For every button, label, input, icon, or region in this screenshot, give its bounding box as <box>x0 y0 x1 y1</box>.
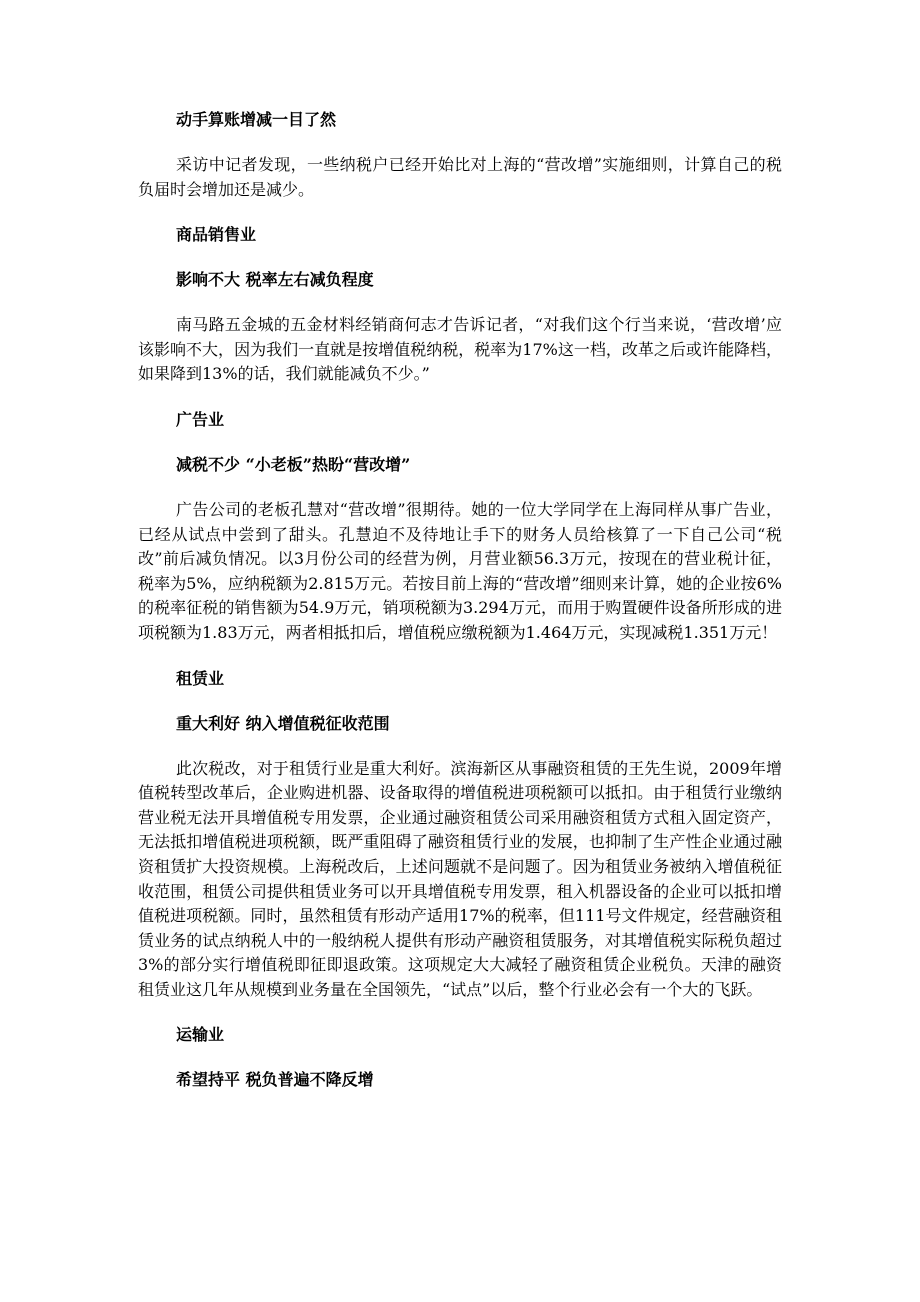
industry-heading: 广告业 <box>176 409 225 429</box>
industry-heading: 租赁业 <box>176 668 225 688</box>
body-paragraph: 采访中记者发现，一些纳税户已经开始比对上海的“营改增”实施细则，计算自己的税负届时会增加还是减少。 <box>138 155 782 199</box>
document-page <box>138 108 782 1113</box>
section-heading: 动手算账增减一目了然 <box>176 110 337 129</box>
subsection-heading: 减税不少 “小老板”热盼“营改增” <box>176 454 411 474</box>
body-paragraph: 此次税改，对于租赁行业是重大利好。滨海新区从事融资租赁的王先生说，2009年增值税转型改革后，企业购进机器、设备取得的增值税进项税额可以抵扣。由于租赁行业缴纳营业税无法开具增值税专用发票，企业通过融资租赁公司采用融资租赁方式租入固定资产，无法抵扣增值税进项税额，既严重阻碍了融资租赁行业的发展，也抑制了生产性企业通过融资租赁扩大投资规模。上海税改后，上述问题就不是问题了。因为租赁业务被纳入增值税征收范围，租赁公司提供租赁业务可以开具增值税专用发票，租入机器设备的企业可以抵扣增值税进项税额。同时，虽然租赁有形动产适用17%的税率，但111号文件规定，经营融资租赁业务的试点纳税人中的一般纳税人提供有形动产融资租赁服务，对其增值税实际税负超过3%的部分实行增值税即征即退政策。这项规定大大减轻了融资租赁企业税负。天津的融资租赁业这几年从规模到业务量在全国领先，“试点”以后，整个行业必会有一个大的飞跃。 <box>138 758 782 999</box>
subsection-heading: 希望持平 税负普遍不降反增 <box>176 1070 374 1090</box>
industry-heading: 运输业 <box>176 1025 225 1045</box>
body-paragraph: 广告公司的老板孔慧对“营改增”很期待。她的一位大学同学在上海同样从事广告业，已经从试点中尝到了甜头。孔慧迫不及待地让手下的财务人员给核算了一下自己公司“税改”前后减负情况。以3月份公司的经营为例，月营业额56.3万元，按现在的营业税计征，税率为5%，应纳税额为2.815万元。若按目前上海的“营改增”细则来计算，她的企业按6%的税率征税的销售额为54.9万元，销项税额为3.294万元，而用于购置硬件设备所形成的进项税额为1.83万元，两者相抵扣后，增值税应缴税额为1.464万元，实现减税1.351万元！ <box>138 499 782 642</box>
subsection-heading: 影响不大 税率左右减负程度 <box>176 270 374 290</box>
industry-heading: 商品销售业 <box>176 225 257 245</box>
subsection-heading: 重大利好 纳入增值税征收范围 <box>176 713 390 733</box>
body-paragraph: 南马路五金城的五金材料经销商何志才告诉记者，“对我们这个行当来说，‘营改增’应该影响不大，因为我们一直就是按增值税纳税，税率为17%这一档，改革之后或许能降档，如果降到13%的话，我们就能减负不少。” <box>138 315 782 384</box>
